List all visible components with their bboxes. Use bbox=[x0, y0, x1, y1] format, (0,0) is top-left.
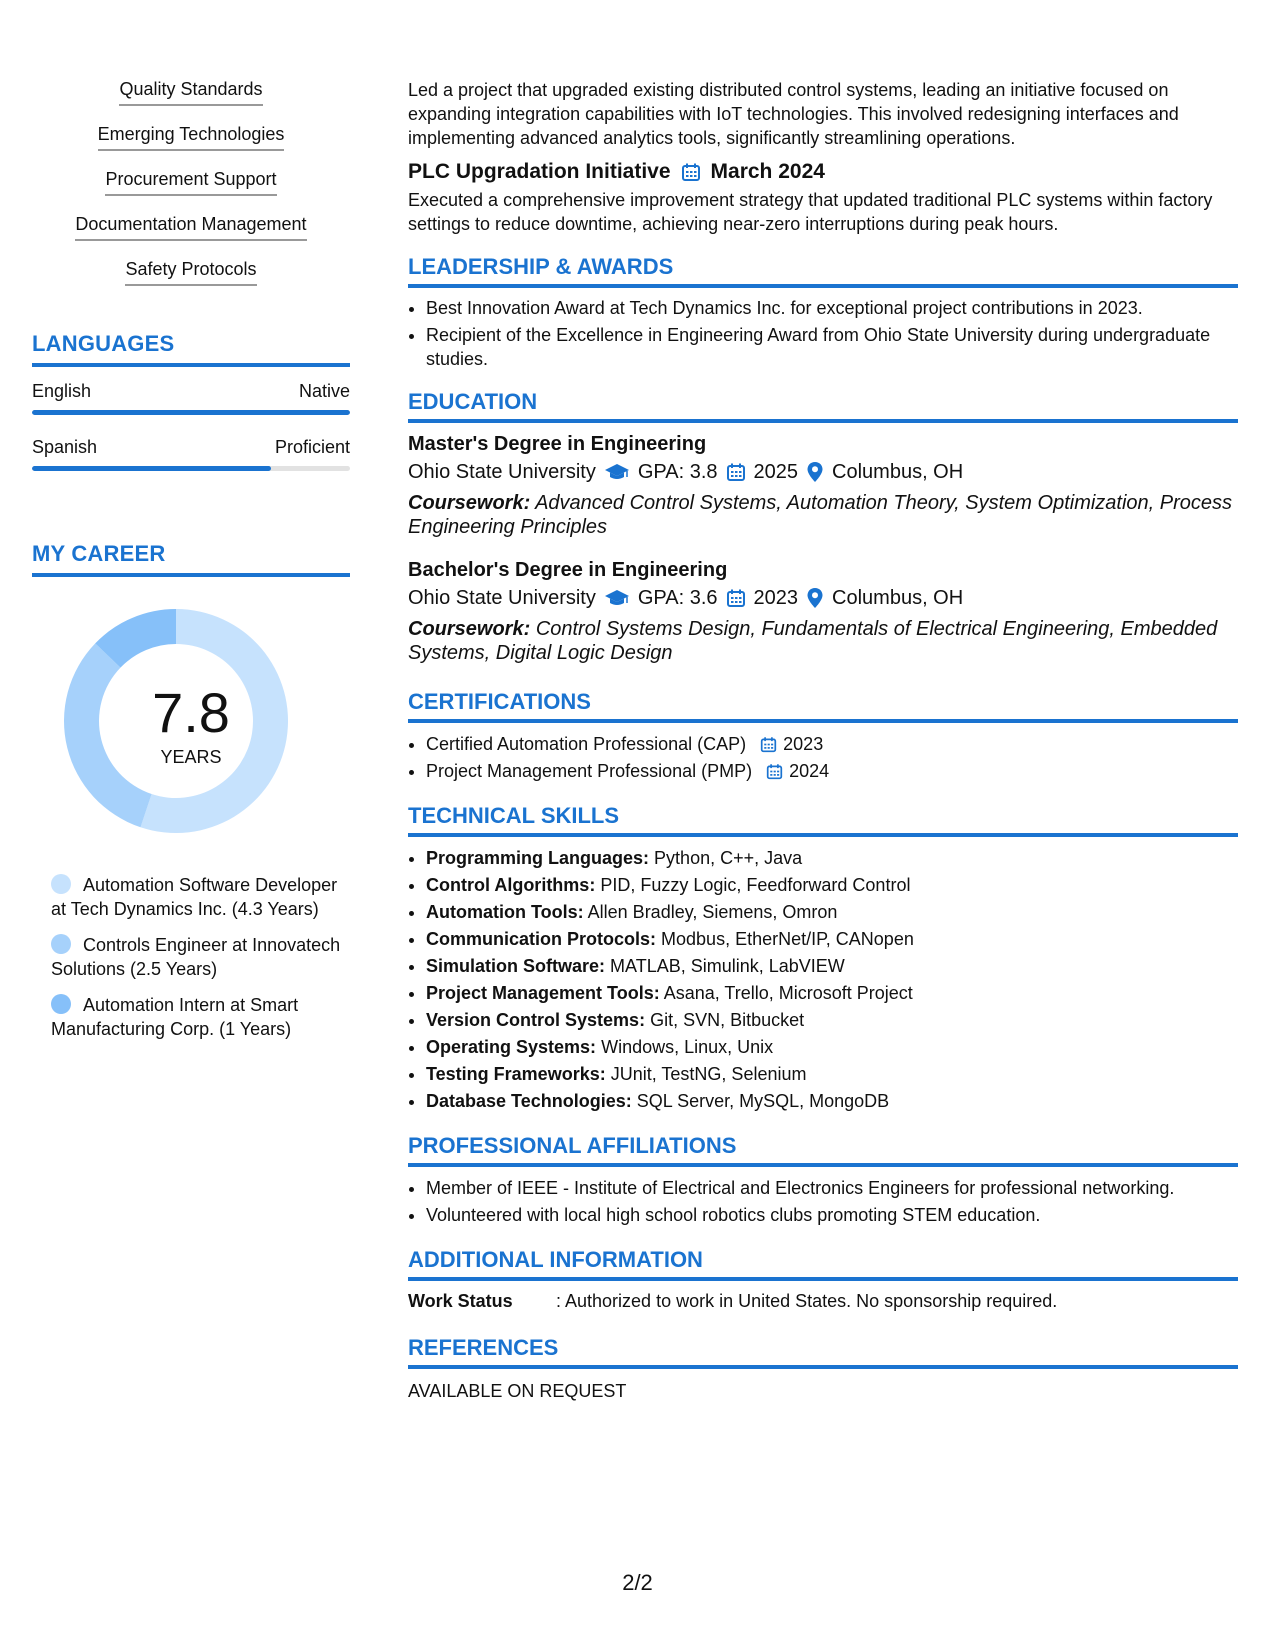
affiliations-list bbox=[408, 1175, 1238, 1229]
language-bar bbox=[32, 410, 350, 415]
legend-dot bbox=[51, 874, 71, 894]
project-description: Executed a comprehensive improvement strategy that updated traditional PLC systems within factory settings to reduce downtime, achieving near-zero interruptions during peak hours. bbox=[408, 190, 1213, 234]
skill-tag: Emerging Technologies bbox=[98, 123, 285, 151]
language-entry bbox=[32, 381, 350, 415]
skill-tag: Quality Standards bbox=[119, 78, 262, 106]
language-entry bbox=[32, 437, 350, 471]
certifications-list bbox=[408, 731, 1238, 785]
work-status-value: : Authorized to work in United States. No sponsorship required. bbox=[556, 1291, 1058, 1311]
project-intro: Led a project that upgraded existing distributed control systems, leading an initiative focused on expanding integration capabilities with IoT technologies. This involved redesigning interfaces and implementing advanced analytics tools, significantly streamlining operations. bbox=[408, 80, 1179, 148]
school-name: Ohio State University bbox=[408, 461, 596, 483]
language-level: Native bbox=[298, 381, 350, 401]
affiliations-heading: PROFESSIONAL AFFILIATIONS bbox=[408, 1133, 1238, 1167]
skill-tag: Documentation Management bbox=[75, 213, 306, 241]
leadership-list bbox=[408, 296, 1238, 371]
right-column bbox=[408, 78, 1238, 1403]
calendar-icon bbox=[766, 763, 783, 780]
list-item: • Automation Tools: Allen Bradley, Siemens, Omron bbox=[426, 899, 1238, 926]
project-title-row bbox=[408, 160, 1238, 184]
legend-item: Automation Intern at Smart Manufacturing Corp. (1 Years) bbox=[51, 995, 299, 1039]
left-column bbox=[32, 78, 350, 1053]
degree-title: Master's Degree in Engineering bbox=[408, 433, 707, 455]
location-pin-icon bbox=[806, 461, 824, 483]
work-status-row bbox=[408, 1289, 1238, 1313]
language-name: Spanish bbox=[32, 437, 98, 457]
list-item: • Simulation Software: MATLAB, Simulink, LabVIEW bbox=[426, 953, 1238, 980]
graduation-year: 2025 bbox=[753, 461, 799, 483]
career-heading: MY CAREER bbox=[32, 541, 350, 577]
technical-skills-list bbox=[408, 845, 1238, 1115]
graduation-year: 2023 bbox=[753, 587, 799, 609]
language-bar bbox=[32, 466, 350, 471]
legend-item: Automation Software Developer at Tech Dynamics Inc. (4.3 Years) bbox=[51, 875, 338, 919]
skill-tag: Safety Protocols bbox=[125, 258, 256, 286]
technical-skills-heading: TECHNICAL SKILLS bbox=[408, 803, 1238, 837]
education-meta bbox=[408, 583, 1238, 613]
calendar-icon bbox=[681, 162, 701, 182]
coursework: Coursework: Control Systems Design, Fundamentals of Electrical Engineering, Embedded Systems, Digital Logic Design bbox=[408, 618, 1218, 664]
list-item: • Certified Automation Professional (CAP) 2023 bbox=[426, 731, 1238, 758]
legend-dot bbox=[51, 934, 71, 954]
project-title: PLC Upgradation Initiative bbox=[408, 160, 671, 183]
coursework: Coursework: Advanced Control Systems, Automation Theory, System Optimization, Process Engineering Principles bbox=[408, 492, 1233, 538]
leadership-heading: LEADERSHIP & AWARDS bbox=[408, 254, 1238, 288]
list-item: • Project Management Professional (PMP) 2024 bbox=[426, 758, 1238, 785]
education-meta bbox=[408, 457, 1238, 487]
career-unit: YEARS bbox=[160, 747, 222, 767]
list-item: • Control Algorithms: PID, Fuzzy Logic, Feedforward Control bbox=[426, 872, 1238, 899]
career-total: 7.8 bbox=[152, 681, 230, 744]
language-name: English bbox=[32, 381, 92, 401]
graduation-cap-icon bbox=[604, 588, 630, 608]
gpa: GPA: 3.6 bbox=[637, 587, 718, 609]
career-legend bbox=[32, 873, 350, 1041]
skill-tags bbox=[32, 78, 350, 303]
education-heading: EDUCATION bbox=[408, 389, 1238, 423]
list-item: • Recipient of the Excellence in Engineering Award from Ohio State University during undergraduate studies. bbox=[426, 323, 1238, 371]
career-donut bbox=[32, 609, 350, 849]
gpa: GPA: 3.8 bbox=[637, 461, 718, 483]
page-number: 2/2 bbox=[622, 1570, 653, 1595]
legend-item: Controls Engineer at Innovatech Solutions (2.5 Years) bbox=[51, 935, 341, 979]
work-status-label: Work Status bbox=[408, 1291, 513, 1311]
list-item: • Programming Languages: Python, C++, Java bbox=[426, 845, 1238, 872]
list-item: • Database Technologies: SQL Server, MySQL, MongoDB bbox=[426, 1088, 1238, 1115]
location: Columbus, OH bbox=[832, 587, 964, 609]
references-heading: REFERENCES bbox=[408, 1335, 1238, 1369]
languages-heading: LANGUAGES bbox=[32, 331, 350, 367]
list-item: • Project Management Tools: Asana, Trello, Microsoft Project bbox=[426, 980, 1238, 1007]
legend-dot bbox=[51, 994, 71, 1014]
references-text: AVAILABLE ON REQUEST bbox=[408, 1381, 627, 1401]
language-level: Proficient bbox=[274, 437, 350, 457]
school-name: Ohio State University bbox=[408, 587, 596, 609]
graduation-cap-icon bbox=[604, 462, 630, 482]
list-item: • Best Innovation Award at Tech Dynamics Inc. for exceptional project contributions in 2023. bbox=[426, 296, 1238, 320]
location: Columbus, OH bbox=[832, 461, 964, 483]
list-item: • Operating Systems: Windows, Linux, Unix bbox=[426, 1034, 1238, 1061]
list-item: • Version Control Systems: Git, SVN, Bitbucket bbox=[426, 1007, 1238, 1034]
skill-tag: Procurement Support bbox=[105, 168, 276, 196]
calendar-icon bbox=[726, 588, 746, 608]
certifications-heading: CERTIFICATIONS bbox=[408, 689, 1238, 723]
calendar-icon bbox=[726, 462, 746, 482]
additional-info-heading: ADDITIONAL INFORMATION bbox=[408, 1247, 1238, 1281]
list-item: • Member of IEEE - Institute of Electrical and Electronics Engineers for professional networking. bbox=[426, 1175, 1238, 1202]
education-entry bbox=[408, 431, 1238, 539]
location-pin-icon bbox=[806, 587, 824, 609]
degree-title: Bachelor's Degree in Engineering bbox=[408, 559, 728, 581]
education-entry bbox=[408, 557, 1238, 665]
calendar-icon bbox=[760, 736, 777, 753]
project-date: March 2024 bbox=[710, 160, 825, 183]
list-item: • Volunteered with local high school robotics clubs promoting STEM education. bbox=[426, 1202, 1238, 1229]
list-item: • Testing Frameworks: JUnit, TestNG, Selenium bbox=[426, 1061, 1238, 1088]
list-item: • Communication Protocols: Modbus, EtherNet/IP, CANopen bbox=[426, 926, 1238, 953]
